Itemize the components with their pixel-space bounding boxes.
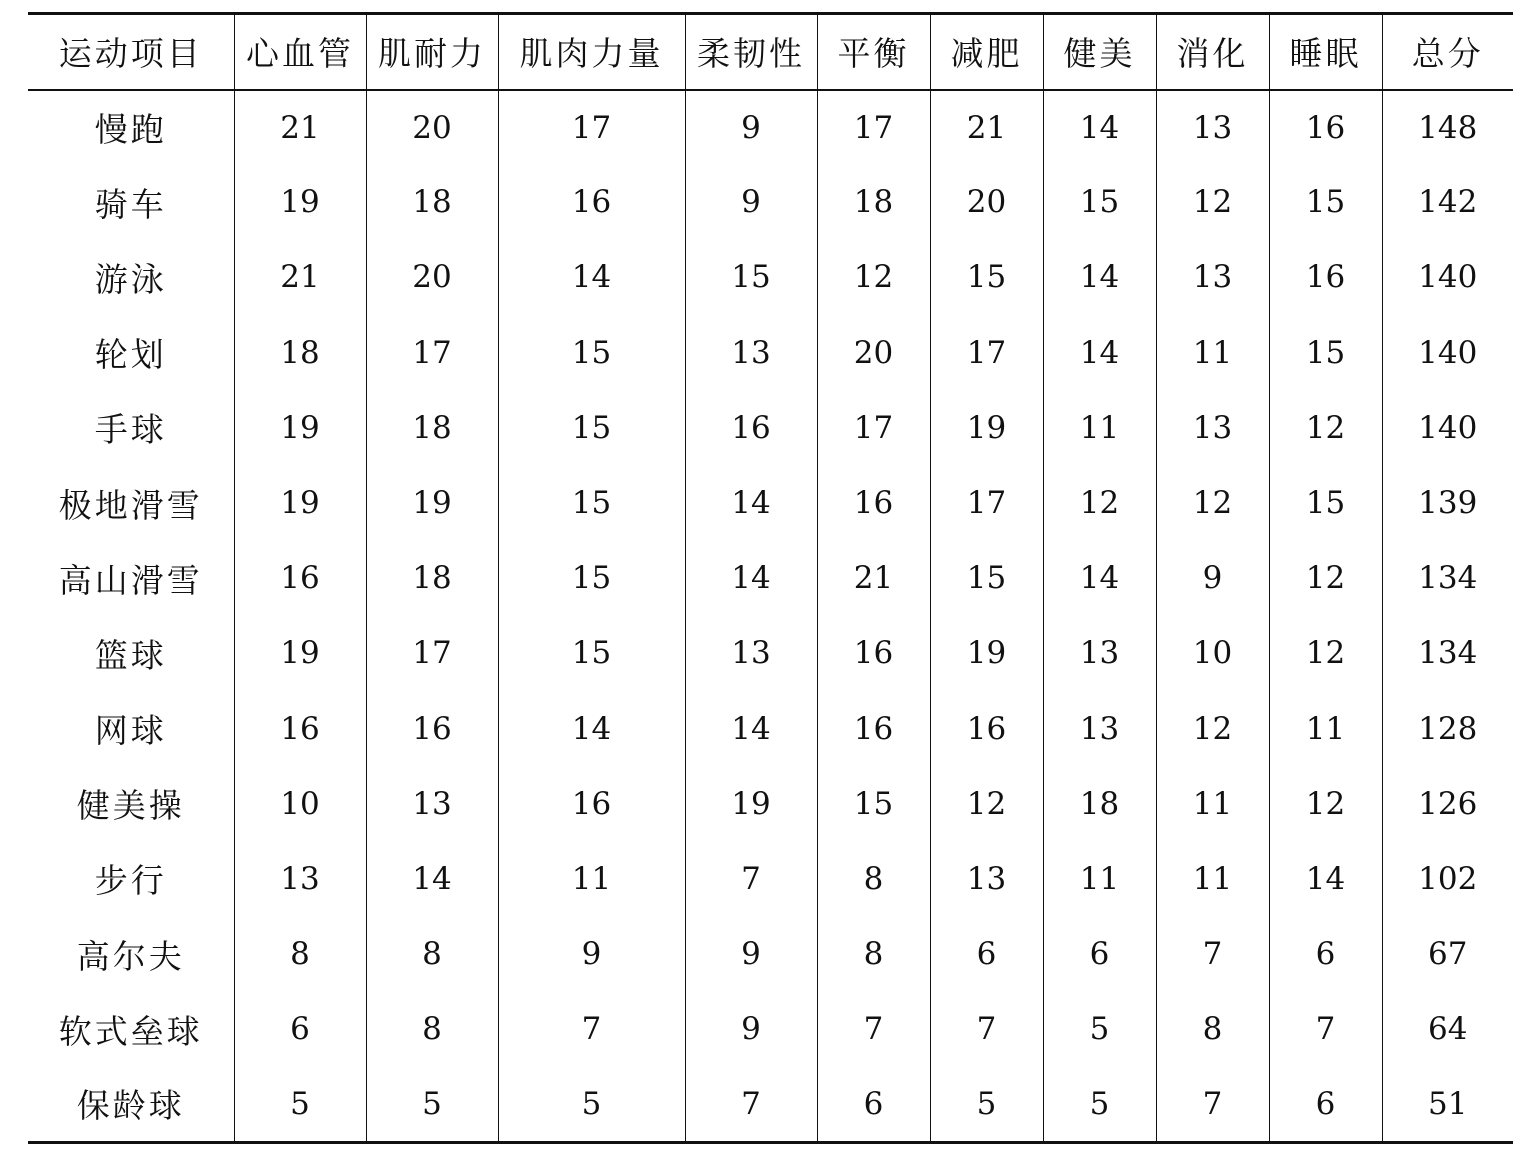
- score-cell: 12: [1156, 165, 1269, 240]
- score-cell: 11: [1269, 691, 1382, 766]
- row-label-cell: 轮划: [94, 335, 167, 375]
- header-cell-balance: 平衡: [817, 14, 930, 90]
- table-row: [28, 766, 1513, 841]
- score-cell: 18: [1043, 766, 1156, 841]
- score-cell: 21: [930, 90, 1043, 165]
- score-cell: 16: [1269, 240, 1382, 315]
- score-cell: 16: [817, 691, 930, 766]
- score-cell: 8: [817, 917, 930, 992]
- score-cell: 14: [685, 541, 817, 616]
- score-cell: 12: [1043, 465, 1156, 540]
- score-cell: 13: [685, 616, 817, 691]
- score-cell: 14: [1043, 315, 1156, 390]
- score-cell: 9: [498, 917, 685, 992]
- row-label-cell: 软式垒球: [58, 1011, 203, 1051]
- score-cell: 13: [930, 841, 1043, 916]
- score-cell: 17: [930, 465, 1043, 540]
- table-row: [28, 165, 1513, 240]
- table-header: [28, 14, 1513, 90]
- score-cell: 17: [817, 90, 930, 165]
- header-cell-muscular-endurance: 肌耐力: [366, 14, 498, 90]
- table-row: [28, 90, 1513, 165]
- row-label-cell: 高山滑雪: [58, 560, 203, 600]
- score-cell: 15: [685, 240, 817, 315]
- score-cell: 19: [930, 616, 1043, 691]
- score-cell: 12: [1156, 691, 1269, 766]
- score-cell: 6: [930, 917, 1043, 992]
- score-cell: 8: [366, 992, 498, 1067]
- score-cell: 15: [498, 541, 685, 616]
- table-row: [28, 1067, 1513, 1142]
- score-cell: 18: [366, 541, 498, 616]
- score-cell: 13: [1156, 90, 1269, 165]
- row-label-cell: 网球: [94, 711, 167, 751]
- row-label-cell: 游泳: [94, 259, 167, 299]
- score-cell: 8: [234, 917, 366, 992]
- score-cell: 140: [1382, 390, 1513, 465]
- score-cell: 17: [366, 616, 498, 691]
- score-cell: 16: [685, 390, 817, 465]
- score-cell: 19: [366, 465, 498, 540]
- score-cell: 8: [817, 841, 930, 916]
- score-cell: 148: [1382, 90, 1513, 165]
- score-cell: 13: [1156, 240, 1269, 315]
- row-label-cell: 健美操: [76, 786, 185, 826]
- score-cell: 12: [1269, 766, 1382, 841]
- score-cell: 12: [1269, 616, 1382, 691]
- score-cell: 16: [930, 691, 1043, 766]
- score-cell: 134: [1382, 616, 1513, 691]
- header-cell-digestion: 消化: [1156, 14, 1269, 90]
- score-cell: 12: [1269, 541, 1382, 616]
- score-cell: 134: [1382, 541, 1513, 616]
- table-row: [28, 691, 1513, 766]
- score-cell: 7: [685, 1067, 817, 1142]
- score-cell: 7: [1156, 917, 1269, 992]
- score-cell: 16: [366, 691, 498, 766]
- score-cell: 16: [817, 616, 930, 691]
- score-cell: 5: [1043, 992, 1156, 1067]
- score-cell: 13: [1043, 616, 1156, 691]
- table-row: [28, 616, 1513, 691]
- table-row: [28, 315, 1513, 390]
- score-cell: 19: [234, 390, 366, 465]
- score-cell: 140: [1382, 315, 1513, 390]
- score-cell: 7: [930, 992, 1043, 1067]
- row-label-cell: 保龄球: [28, 1067, 234, 1142]
- score-cell: 16: [498, 766, 685, 841]
- score-cell: 5: [366, 1067, 498, 1142]
- score-cell: 14: [685, 465, 817, 540]
- score-cell: 15: [1269, 165, 1382, 240]
- score-cell: 20: [366, 90, 498, 165]
- score-cell: 15: [498, 465, 685, 540]
- score-cell: 20: [817, 315, 930, 390]
- exercise-score-table: [28, 12, 1513, 1144]
- score-cell: 21: [817, 541, 930, 616]
- score-cell: 15: [930, 541, 1043, 616]
- score-cell: 126: [1382, 766, 1513, 841]
- score-cell: 16: [234, 691, 366, 766]
- score-cell: 5: [930, 1067, 1043, 1142]
- score-cell: 13: [1043, 691, 1156, 766]
- score-cell: 11: [1156, 315, 1269, 390]
- header-cell-body-shaping: 健美: [1043, 14, 1156, 90]
- score-cell: 15: [817, 766, 930, 841]
- score-cell: 5: [1043, 1067, 1156, 1142]
- score-cell: 142: [1382, 165, 1513, 240]
- score-cell: 10: [1156, 616, 1269, 691]
- score-cell: 9: [685, 90, 817, 165]
- score-cell: 51: [1382, 1067, 1513, 1142]
- score-cell: 64: [1382, 992, 1513, 1067]
- score-cell: 14: [1043, 541, 1156, 616]
- score-cell: 7: [1269, 992, 1382, 1067]
- row-label-cell: 步行: [94, 861, 167, 901]
- score-cell: 10: [234, 766, 366, 841]
- score-cell: 19: [685, 766, 817, 841]
- header-cell-sleep: 睡眠: [1269, 14, 1382, 90]
- score-cell: 6: [1043, 917, 1156, 992]
- score-cell: 11: [1156, 841, 1269, 916]
- score-cell: 15: [498, 616, 685, 691]
- score-cell: 128: [1382, 691, 1513, 766]
- score-cell: 6: [1269, 917, 1382, 992]
- score-cell: 17: [366, 315, 498, 390]
- score-cell: 9: [1156, 541, 1269, 616]
- score-cell: 18: [366, 390, 498, 465]
- score-cell: 17: [817, 390, 930, 465]
- table-row: [28, 390, 1513, 465]
- score-cell: 7: [685, 841, 817, 916]
- score-cell: 9: [685, 165, 817, 240]
- score-cell: 21: [234, 90, 366, 165]
- score-cell: 12: [930, 766, 1043, 841]
- score-cell: 21: [234, 240, 366, 315]
- score-cell: 6: [817, 1067, 930, 1142]
- score-cell: 19: [234, 616, 366, 691]
- score-cell: 7: [817, 992, 930, 1067]
- score-cell: 139: [1382, 465, 1513, 540]
- score-cell: 15: [498, 315, 685, 390]
- score-cell: 11: [498, 841, 685, 916]
- score-cell: 7: [498, 992, 685, 1067]
- table-row: [28, 992, 1513, 1067]
- score-cell: 8: [1156, 992, 1269, 1067]
- header-cell-cardiovascular: 心血管: [234, 14, 366, 90]
- score-cell: 5: [234, 1067, 366, 1142]
- header-cell-flexibility: 柔韧性: [685, 14, 817, 90]
- score-cell: 16: [817, 465, 930, 540]
- table-row: [28, 465, 1513, 540]
- row-label-cell: 慢跑: [94, 110, 167, 150]
- table-row: [28, 841, 1513, 916]
- score-cell: 9: [685, 992, 817, 1067]
- score-cell: 12: [1269, 390, 1382, 465]
- exercise-score-table-container: [28, 12, 1513, 1144]
- score-cell: 17: [930, 315, 1043, 390]
- score-cell: 14: [498, 240, 685, 315]
- row-label-cell: 高尔夫: [76, 936, 185, 976]
- score-cell: 16: [498, 165, 685, 240]
- table-row: [28, 541, 1513, 616]
- score-cell: 11: [1043, 390, 1156, 465]
- score-cell: 16: [1269, 90, 1382, 165]
- score-cell: 19: [930, 390, 1043, 465]
- score-cell: 11: [1043, 841, 1156, 916]
- header-cell-total: 总分: [1382, 14, 1513, 90]
- score-cell: 102: [1382, 841, 1513, 916]
- row-label-cell: 篮球: [94, 635, 167, 675]
- score-cell: 9: [685, 917, 817, 992]
- score-cell: 14: [1043, 90, 1156, 165]
- row-label-cell: 手球: [94, 410, 167, 450]
- score-cell: 14: [1269, 841, 1382, 916]
- table-row: [28, 240, 1513, 315]
- header-cell-exercise: 运动项目: [28, 14, 234, 90]
- score-cell: 6: [234, 992, 366, 1067]
- table-row: [28, 917, 1513, 992]
- score-cell: 17: [498, 90, 685, 165]
- header-row: [28, 14, 1513, 90]
- score-cell: 14: [685, 691, 817, 766]
- score-cell: 16: [234, 541, 366, 616]
- score-cell: 8: [366, 917, 498, 992]
- score-cell: 14: [366, 841, 498, 916]
- table-body: [28, 90, 1513, 1143]
- score-cell: 13: [685, 315, 817, 390]
- score-cell: 18: [366, 165, 498, 240]
- score-cell: 12: [817, 240, 930, 315]
- score-cell: 140: [1382, 240, 1513, 315]
- row-label-cell: 骑车: [94, 184, 167, 224]
- score-cell: 15: [1269, 315, 1382, 390]
- header-cell-weight-loss: 减肥: [930, 14, 1043, 90]
- score-cell: 13: [234, 841, 366, 916]
- score-cell: 13: [1156, 390, 1269, 465]
- score-cell: 67: [1382, 917, 1513, 992]
- score-cell: 7: [1156, 1067, 1269, 1142]
- score-cell: 15: [498, 390, 685, 465]
- score-cell: 15: [1269, 465, 1382, 540]
- score-cell: 20: [366, 240, 498, 315]
- row-label-cell: 极地滑雪: [58, 485, 203, 525]
- score-cell: 19: [234, 165, 366, 240]
- header-cell-muscle-strength: 肌肉力量: [498, 14, 685, 90]
- score-cell: 14: [498, 691, 685, 766]
- score-cell: 14: [1043, 240, 1156, 315]
- score-cell: 18: [234, 315, 366, 390]
- score-cell: 15: [1043, 165, 1156, 240]
- score-cell: 11: [1156, 766, 1269, 841]
- score-cell: 19: [234, 465, 366, 540]
- score-cell: 20: [930, 165, 1043, 240]
- score-cell: 15: [930, 240, 1043, 315]
- score-cell: 12: [1156, 465, 1269, 540]
- score-cell: 13: [366, 766, 498, 841]
- score-cell: 5: [498, 1067, 685, 1142]
- score-cell: 6: [1269, 1067, 1382, 1142]
- score-cell: 18: [817, 165, 930, 240]
